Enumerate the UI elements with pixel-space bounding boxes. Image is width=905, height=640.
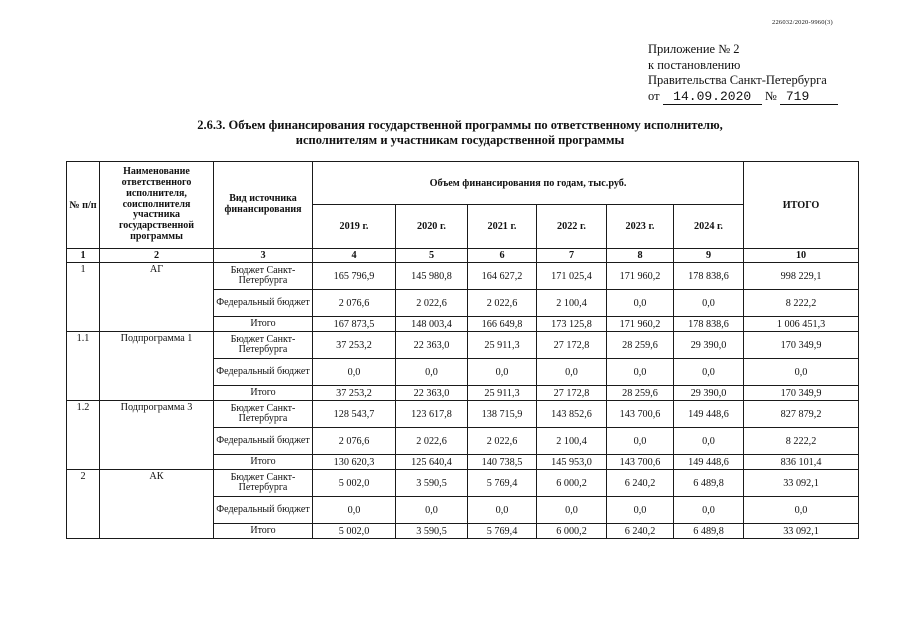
source-label: Бюджет Санкт-Петербурга (214, 332, 313, 359)
total-cell: 0,0 (744, 359, 859, 386)
column-number-row (67, 249, 859, 263)
value-cell: 2 100,4 (537, 290, 607, 317)
appendix-line-3: Правительства Санкт-Петербурга (648, 73, 827, 88)
value-cell: 178 838,6 (674, 317, 744, 332)
value-cell: 0,0 (396, 497, 468, 524)
value-cell: 0,0 (396, 359, 468, 386)
total-cell: 33 092,1 (744, 470, 859, 497)
column-number: 9 (674, 249, 744, 263)
total-cell: 170 349,9 (744, 386, 859, 401)
value-cell: 171 960,2 (607, 317, 674, 332)
value-cell: 6 240,2 (607, 524, 674, 539)
source-label: Бюджет Санкт-Петербурга (214, 470, 313, 497)
financing-table (66, 161, 859, 539)
value-cell: 123 617,8 (396, 401, 468, 428)
value-cell: 25 911,3 (468, 332, 537, 359)
column-number: 6 (468, 249, 537, 263)
table-row (67, 401, 859, 428)
total-cell: 998 229,1 (744, 263, 859, 290)
value-cell: 173 125,8 (537, 317, 607, 332)
total-cell: 170 349,9 (744, 332, 859, 359)
group-name: Подпрограмма 3 (100, 401, 214, 470)
table-body (67, 263, 859, 539)
value-cell: 0,0 (468, 497, 537, 524)
source-label: Федеральный бюджет (214, 290, 313, 317)
value-cell: 125 640,4 (396, 455, 468, 470)
value-cell: 2 076,6 (313, 290, 396, 317)
source-label: Итого (214, 317, 313, 332)
value-cell: 6 000,2 (537, 470, 607, 497)
source-label: Бюджет Санкт-Петербурга (214, 263, 313, 290)
source-label: Итого (214, 386, 313, 401)
value-cell: 167 873,5 (313, 317, 396, 332)
value-cell: 22 363,0 (396, 386, 468, 401)
value-cell: 27 172,8 (537, 386, 607, 401)
value-cell: 165 796,9 (313, 263, 396, 290)
appendix-line-1: Приложение № 2 (648, 42, 740, 56)
value-cell: 29 390,0 (674, 386, 744, 401)
value-cell: 0,0 (674, 290, 744, 317)
value-cell: 0,0 (313, 359, 396, 386)
total-cell: 8 222,2 (744, 290, 859, 317)
value-cell: 0,0 (607, 359, 674, 386)
value-cell: 2 022,6 (396, 428, 468, 455)
value-cell: 3 590,5 (396, 470, 468, 497)
value-cell: 145 980,8 (396, 263, 468, 290)
source-label: Федеральный бюджет (214, 359, 313, 386)
value-cell: 149 448,6 (674, 401, 744, 428)
value-cell: 28 259,6 (607, 386, 674, 401)
value-cell: 166 649,8 (468, 317, 537, 332)
value-cell: 5 769,4 (468, 524, 537, 539)
value-cell: 2 022,6 (468, 290, 537, 317)
date-prefix: от (648, 88, 660, 103)
value-cell: 28 259,6 (607, 332, 674, 359)
table-row (67, 470, 859, 497)
header-year: 2021 г. (468, 205, 537, 249)
value-cell: 0,0 (674, 428, 744, 455)
source-label: Бюджет Санкт-Петербурга (214, 401, 313, 428)
value-cell: 0,0 (674, 497, 744, 524)
value-cell: 2 100,4 (537, 428, 607, 455)
value-cell: 149 448,6 (674, 455, 744, 470)
value-cell: 138 715,9 (468, 401, 537, 428)
column-number: 1 (67, 249, 100, 263)
header-source: Вид источника финансирования (214, 162, 313, 249)
source-label: Итого (214, 455, 313, 470)
value-cell: 0,0 (537, 359, 607, 386)
value-cell: 29 390,0 (674, 332, 744, 359)
column-number: 5 (396, 249, 468, 263)
column-number: 10 (744, 249, 859, 263)
value-cell: 27 172,8 (537, 332, 607, 359)
appendix-block (648, 42, 848, 105)
column-number: 3 (214, 249, 313, 263)
appendix-line-2: к постановлению (648, 57, 741, 72)
value-cell: 143 852,6 (537, 401, 607, 428)
section-title (120, 118, 800, 148)
total-cell: 827 879,2 (744, 401, 859, 428)
value-cell: 2 022,6 (468, 428, 537, 455)
value-cell: 6 000,2 (537, 524, 607, 539)
group-name: АК (100, 470, 214, 539)
value-cell: 37 253,2 (313, 332, 396, 359)
value-cell: 5 002,0 (313, 524, 396, 539)
value-cell: 5 002,0 (313, 470, 396, 497)
header-year: 2024 г. (674, 205, 744, 249)
source-label: Федеральный бюджет (214, 428, 313, 455)
section-title-line-2: исполнителям и участникам государственной программы (295, 133, 625, 147)
value-cell: 2 076,6 (313, 428, 396, 455)
total-cell: 0,0 (744, 497, 859, 524)
value-cell: 0,0 (468, 359, 537, 386)
value-cell: 0,0 (674, 359, 744, 386)
value-cell: 3 590,5 (396, 524, 468, 539)
total-cell: 1 006 451,3 (744, 317, 859, 332)
header-no: № п/п (67, 162, 100, 249)
table-row (67, 263, 859, 290)
value-cell: 5 769,4 (468, 470, 537, 497)
header-year: 2020 г. (396, 205, 468, 249)
value-cell: 143 700,6 (607, 401, 674, 428)
table-header (67, 162, 859, 263)
column-number: 4 (313, 249, 396, 263)
value-cell: 130 620,3 (313, 455, 396, 470)
value-cell: 143 700,6 (607, 455, 674, 470)
value-cell: 164 627,2 (468, 263, 537, 290)
value-cell: 2 022,6 (396, 290, 468, 317)
value-cell: 140 738,5 (468, 455, 537, 470)
group-no: 2 (67, 470, 100, 539)
header-year: 2023 г. (607, 205, 674, 249)
appendix-date-line (648, 89, 848, 105)
value-cell: 25 911,3 (468, 386, 537, 401)
section-title-line-1: 2.6.3. Объем финансирования государственной программы по ответственному исполнителю, (197, 118, 723, 132)
number-prefix: № (764, 88, 777, 103)
value-cell: 128 543,7 (313, 401, 396, 428)
value-cell: 145 953,0 (537, 455, 607, 470)
group-no: 1.2 (67, 401, 100, 470)
total-cell: 8 222,2 (744, 428, 859, 455)
value-cell: 6 489,8 (674, 470, 744, 497)
header-volume: Объем финансирования по годам, тыс.руб. (313, 162, 744, 205)
resolution-date: 14.09.2020 (663, 90, 762, 105)
header-total: ИТОГО (744, 162, 859, 249)
group-name: Подпрограмма 1 (100, 332, 214, 401)
source-label: Федеральный бюджет (214, 497, 313, 524)
document-id: 226032/2020-9960(3) (772, 19, 833, 26)
value-cell: 0,0 (607, 497, 674, 524)
group-no: 1.1 (67, 332, 100, 401)
header-year: 2022 г. (537, 205, 607, 249)
column-number: 7 (537, 249, 607, 263)
value-cell: 22 363,0 (396, 332, 468, 359)
table-row (67, 332, 859, 359)
value-cell: 178 838,6 (674, 263, 744, 290)
header-year: 2019 г. (313, 205, 396, 249)
value-cell: 0,0 (537, 497, 607, 524)
total-cell: 33 092,1 (744, 524, 859, 539)
group-name: АГ (100, 263, 214, 332)
value-cell: 171 960,2 (607, 263, 674, 290)
value-cell: 0,0 (607, 290, 674, 317)
value-cell: 171 025,4 (537, 263, 607, 290)
value-cell: 0,0 (607, 428, 674, 455)
source-label: Итого (214, 524, 313, 539)
group-no: 1 (67, 263, 100, 332)
header-name: Наименование ответственного исполнителя, соисполнителя участника государственной программы (100, 162, 214, 249)
value-cell: 37 253,2 (313, 386, 396, 401)
resolution-number: 719 (780, 90, 838, 105)
column-number: 2 (100, 249, 214, 263)
column-number: 8 (607, 249, 674, 263)
value-cell: 6 489,8 (674, 524, 744, 539)
value-cell: 148 003,4 (396, 317, 468, 332)
value-cell: 0,0 (313, 497, 396, 524)
total-cell: 836 101,4 (744, 455, 859, 470)
value-cell: 6 240,2 (607, 470, 674, 497)
